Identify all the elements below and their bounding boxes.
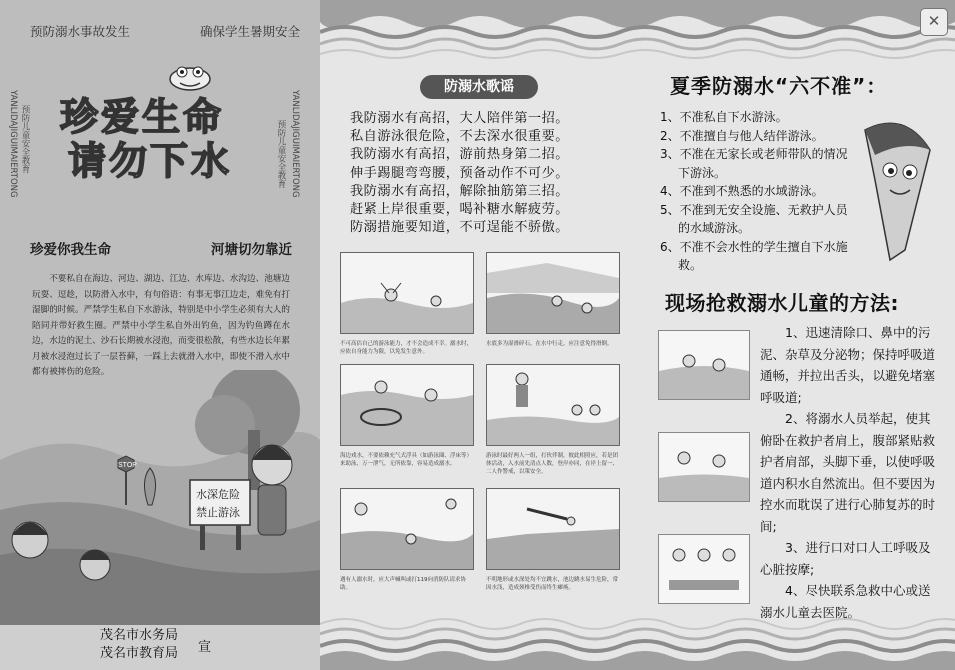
panel-caption: 不明地形或水深处均不宜跳水，池边跳水易生危险，常因水浅，造成颈椎受伤而终生瘫痪。: [486, 577, 619, 591]
rule-item: 5、不准到无安全设施、无救护人员的水域游泳。: [660, 202, 848, 235]
rescue-step: 3、进行口对口人工呼吸及心脏按摩;: [760, 540, 931, 577]
pencil-mascot-illustration: [845, 110, 945, 270]
panel-caption: 游泳时最好两人一组，打伙伴制，彼此相照应，若是团体活动，入水前先清点人数，登岸亦同，在岸上留一、二人作警戒，以策安全。: [486, 453, 619, 475]
subtitle-left: 珍爱你我生命: [30, 242, 111, 258]
org-water-bureau: 茂名市水务局: [100, 628, 179, 643]
song-lyrics: [350, 110, 625, 237]
sign-line-2: 禁止游泳: [196, 506, 240, 519]
song-line: 防溺措施要知道，不可逞能不骄傲。: [350, 220, 569, 236]
publicity-mark: 宣: [198, 640, 212, 655]
rule-item: 6、不准不会水性的学生擅自下水施救。: [660, 239, 848, 272]
footer: [0, 625, 320, 670]
panel-image: [340, 488, 474, 570]
rule-item: 2、不准擅自与他人结伴游泳。: [660, 128, 824, 143]
rescue-step: 4、尽快联系急救中心或送溺水儿童去医院。: [760, 583, 931, 620]
title-line-2: 请勿下水: [68, 138, 233, 183]
side-pinyin-right: YANLIDAJIGUIMAIERTONG: [290, 90, 300, 198]
side-text-right: 预防儿童安全教育: [276, 120, 286, 188]
panel-caption: 遇有人溺水时，应大声喊叫或打119向消防队请求协助。: [340, 577, 466, 591]
panel-2: [486, 252, 618, 348]
rescue-steps: [760, 322, 938, 623]
rule-item: 1、不准私自下水游泳。: [660, 110, 788, 124]
main-title: [60, 95, 270, 183]
stop-sign: STOP: [118, 462, 137, 469]
intro-paragraph: 不要私自在海边、河边、湖边、江边、水库边、水沟边、池塘边玩耍、逗趁，以防滑入水中，有句俗语：有事无事江边走，难免有打湿脚的时候。严禁学生私自下水游泳，特别是中小学生必须有大人的陪同并带好救生圈。严禁中小学生私自外出钓鱼，因为钓鱼蹲在水边，水边的泥土、沙石长期被水浸泡，而变很松散，有些水边长年累月被水浸泡过长了一层苔藓，一踩上去就滑入水中，即使不滑入水中都有被摔伤的危险。: [32, 274, 290, 377]
six-rules-title: 夏季防溺水“六不准”：: [670, 74, 888, 98]
side-text-left: 预防儿童安全教育: [20, 105, 30, 173]
top-wave-border: [320, 0, 955, 70]
right-panel: [320, 0, 955, 670]
org-education-bureau: 茂名市教育局: [100, 646, 179, 661]
song-line: 我防溺水有高招，游前热身第二招。: [350, 147, 569, 163]
song-line: 赶紧上岸很重要，喝补糖水解疲劳。: [350, 202, 569, 218]
sign-line-1: 水深危险: [196, 488, 240, 501]
close-button[interactable]: [920, 8, 948, 36]
rescue-step: 2、将溺水人员举起，使其俯卧在救护者肩上，腹部紧贴救护者肩部，头脚下垂，以使呼吸道内积水自然流出。但不要因为控水而耽误了进行心肺复苏的时间;: [760, 411, 936, 534]
panel-4: [486, 364, 618, 476]
panel-caption: 海边戏水，不要依赖充气式浮具（如游泳圈、浮床等）来助泳，万一泄气，无所依靠，容易造成溺水。: [340, 453, 473, 467]
subtitle-right: 河塘切勿靠近: [211, 242, 292, 258]
panel-image: [340, 252, 474, 334]
song-line: 我防溺水有高招，大人陪伴第一招。: [350, 111, 569, 126]
rule-item: 4、不准到不熟悉的水域游泳。: [660, 184, 824, 198]
panel-5: [340, 488, 472, 592]
issuing-orgs: [100, 627, 178, 663]
rule-item: 3、不准在无家长或老师带队的情况下游泳。: [660, 147, 848, 180]
panel-image: [486, 488, 620, 570]
frog-illustration: [165, 62, 215, 92]
slogan-right: 确保学生暑期安全: [199, 24, 300, 39]
panel-6: [486, 488, 618, 592]
side-pinyin-left: YANLIDAJIGUIMAIERTONG: [8, 90, 18, 198]
rescue-image: [658, 534, 750, 604]
rescue-title: 现场抢救溺水儿童的方法:: [665, 291, 899, 315]
panel-1: [340, 252, 472, 356]
panel-image: [340, 364, 474, 446]
song-line: 私自游泳很危险，不去深水很重要。: [350, 129, 569, 145]
six-rules-list: [660, 108, 850, 275]
rescue-image: [658, 432, 750, 502]
river-scene-illustration: [0, 370, 320, 630]
song-line: 伸手踢腿弯弯腰，预备动作不可少。: [350, 165, 569, 181]
subtitle: [30, 238, 292, 258]
panel-3: [340, 364, 472, 468]
rescue-images: [658, 330, 748, 636]
panel-caption: 水底多为湿滑碎石，在水中行走，应注意免得滑倒。: [486, 341, 613, 347]
panel-caption: 不可高估自己的游泳能力，才不会造成不幸。溺水时，应依自身能力为限，以免发生意外。: [340, 341, 473, 355]
rescue-step: 1、迅速清除口、鼻中的污泥、杂草及分泌物；保持呼吸道通畅，并拉出舌头，以避免堵塞呼吸道;: [760, 325, 936, 405]
safety-panels: [340, 252, 625, 612]
panel-image: [486, 252, 620, 334]
slogan-left: 预防溺水事故发生: [30, 24, 131, 39]
bottom-wave-border: [320, 610, 955, 670]
song-line: 我防溺水有高招，解除抽筋第三招。: [350, 183, 569, 199]
top-slogans: [30, 22, 300, 40]
song-badge: 防溺水歌谣: [420, 75, 538, 99]
close-icon: ✕: [927, 12, 941, 30]
title-line-1: 珍爱生命: [60, 94, 225, 139]
panel-image: [486, 364, 620, 446]
left-panel: [0, 0, 320, 670]
rescue-image: [658, 330, 750, 400]
